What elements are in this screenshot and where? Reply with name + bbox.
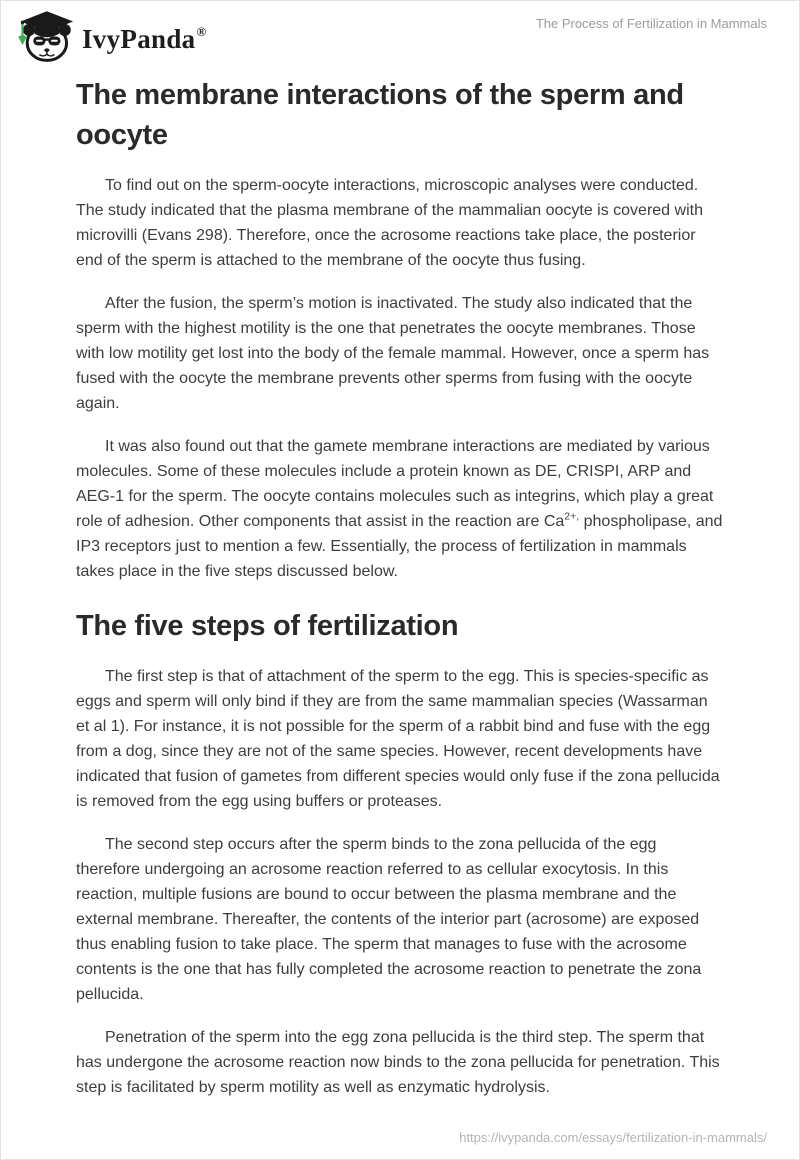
calcium-superscript: 2+, <box>564 510 580 523</box>
graduation-panda-icon <box>15 10 75 63</box>
essay-content <box>1 59 799 1130</box>
document-title: The Process of Fertilization in Mammals <box>535 16 767 31</box>
paragraph-3-text-cont: phospholipase, and IP3 receptors just to mention a few. Essentially, the process of fertilization in mammals takes place in the five steps discussed below. <box>76 513 723 580</box>
paragraph-3-text: It was also found out that the gamete membrane interactions are mediated by various molecules. Some of these molecules include a protein known as DE, CRISPI, ARP and AEG-1 for the sperm. The oocyte contains molecules such as integrins, which play a great role of adhesion. Other components that assist in the reaction are Ca <box>76 438 714 530</box>
brand-name <box>82 7 205 66</box>
source-url: https://ivypanda.com/essays/fertilization-in-mammals/ <box>459 1130 767 1145</box>
paragraph-3 <box>76 434 724 584</box>
section-heading-five-steps: The five steps of fertilization <box>76 610 459 642</box>
section-heading-membrane-interactions: The membrane interactions of the sperm and oocyte <box>76 79 684 151</box>
registered-mark: ® <box>196 24 207 39</box>
paragraph-5: The second step occurs after the sperm binds to the zona pellucida of the egg therefore undergoing an acrosome reaction referred to as cellular exocytosis. In this reaction, multiple fusions are bound to occur between the plasma membrane and the external membrane. Thereafter, the contents of the interior part (acrosome) are exposed thus enabling fusion to take place. The sperm that manages to fuse with the acrosome contents is the one that has fully completed the acrosome reaction to penetrate the zona pellucida. <box>76 836 702 1003</box>
paragraph-6: Penetration of the sperm into the egg zona pellucida is the third step. The sperm that has undergone the acrosome reaction now binds to the zona pellucida for penetration. This step is facilitated by sperm motility as well as enzymatic hydrolysis. <box>76 1029 720 1096</box>
page-footer <box>1 1130 799 1159</box>
paragraph-2: After the fusion, the sperm’s motion is inactivated. The study also indicated that the sperm with the highest motility is the one that penetrates the oocyte membranes. Those with low motility get lost into the body of the female mammal. However, once a sperm has fused with the oocyte the membrane prevents other sperms from fusing with the oocyte again. <box>76 295 710 412</box>
paragraph-4: The first step is that of attachment of the sperm to the egg. This is species-specific as eggs and sperm will only bind if they are from the same mammalian species (Wassarman et al 1). For instance, it is not possible for the sperm of a rabbit bind and fuse with the egg from a dog, since they are not of the same species. However, recent developments have indicated that fusion of gametes from different species would only fuse if the zona pellucida is removed from the egg using buffers or proteases. <box>76 668 720 810</box>
paragraph-1: To find out on the sperm-oocyte interactions, microscopic analyses were conducted. The study indicated that the plasma membrane of the mammalian oocyte is covered with microvilli (Evans 298). Therefore, once the acrosome reactions take place, the posterior end of the sperm is attached to the membrane of the oocyte thus fusing. <box>76 177 703 269</box>
page-header <box>1 1 799 59</box>
brand-name-text: IvyPanda <box>82 24 196 54</box>
ivypanda-logo <box>15 7 205 66</box>
